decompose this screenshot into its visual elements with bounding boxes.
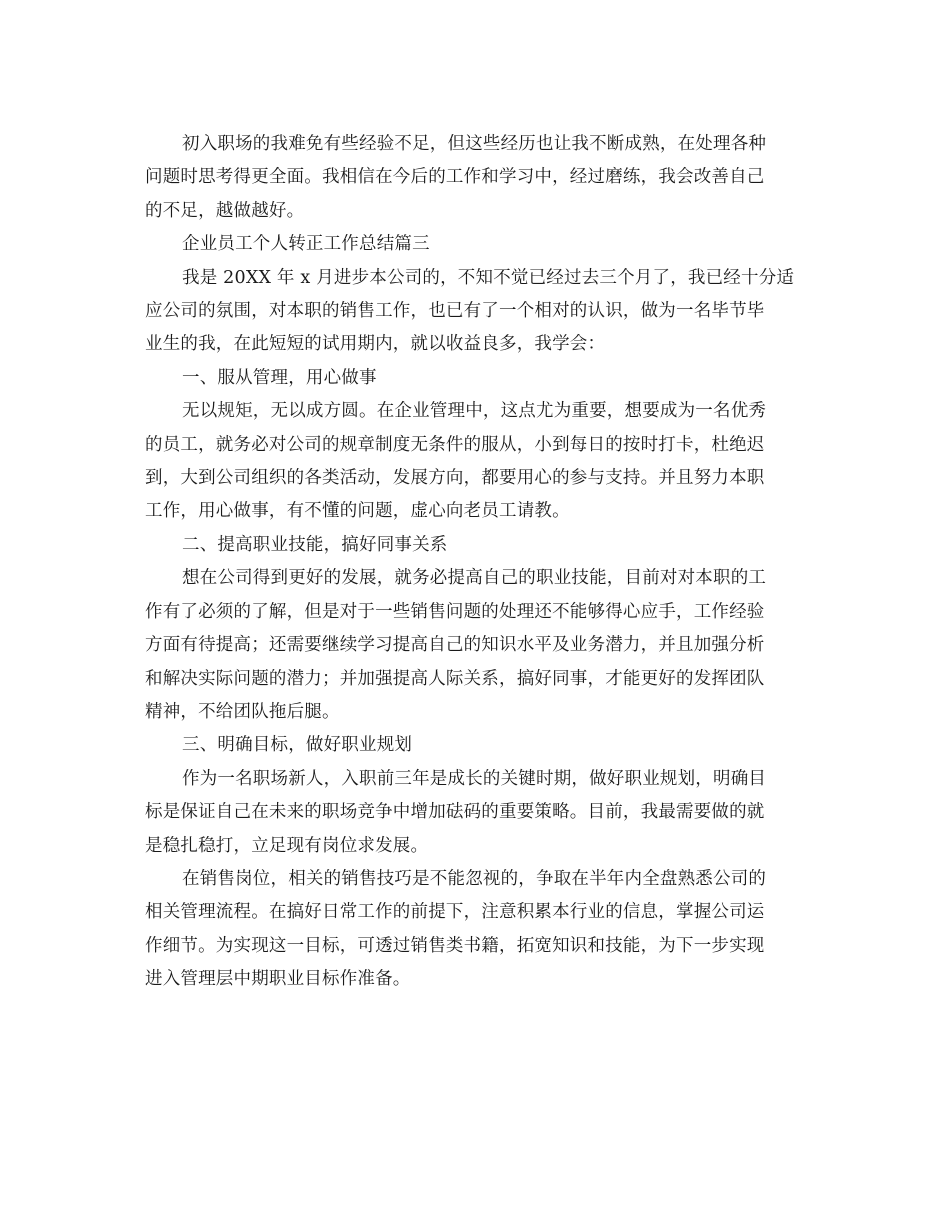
text-line: 和解决实际问题的潜力；并加强提高人际关系，搞好同事，才能更好的发挥团队 [145, 668, 765, 689]
text-line: 工作，用心做事，有不懂的问题，虚心向老员工请教。 [145, 501, 570, 522]
text-line: 是稳扎稳打，立足现有岗位求发展。 [145, 835, 429, 856]
text-line: 到，大到公司组织的各类活动，发展方向，都要用心的参与支持。并且努力本职 [145, 468, 765, 489]
text-line: 业生的我，在此短短的试用期内，就以收益良多，我学会： [145, 334, 606, 355]
text-line: 标是保证自己在未来的职场竞争中增加砝码的重要策略。目前，我最需要做的就 [145, 802, 765, 823]
text-line: 二、提高职业技能，搞好同事关系 [182, 534, 448, 555]
document-page [145, 128, 810, 997]
text-line: 的员工，就务必对公司的规章制度无条件的服从，小到每日的按时打卡，杜绝迟 [145, 434, 765, 455]
text-line: 三、明确目标，做好职业规划 [182, 735, 413, 756]
text-line: 作为一名职场新人，入职前三年是成长的关键时期，做好职业规划，明确目 [182, 768, 767, 789]
text-line: 作细节。为实现这一目标，可透过销售类书籍，拓宽知识和技能，为下一步实现 [145, 935, 765, 956]
text-line: 初入职场的我难免有些经验不足，但这些经历也让我不断成熟，在处理各种 [182, 134, 767, 154]
text-line: 应公司的氛围，对本职的销售工作，也已有了一个相对的认识，做为一名毕节毕 [145, 301, 765, 322]
text-line: 的不足，越做越好。 [145, 200, 305, 221]
paragraph [145, 763, 810, 863]
paragraph [145, 395, 810, 529]
paragraph [145, 262, 810, 362]
text-line: 在销售岗位，相关的销售技巧是不能忽视的，争取在半年内全盘熟悉公司的 [182, 868, 767, 889]
text-line: 进入管理层中期职业目标作准备。 [145, 969, 411, 990]
paragraph [145, 228, 810, 261]
text-line: 我是 20XX 年 x 月进步本公司的，不知不觉已经过去三个月了，我已经十分适 [182, 267, 795, 288]
paragraph [145, 863, 810, 997]
text-line: 作有了必须的了解，但是对于一些销售问题的处理还不能够得心应手，工作经验 [145, 601, 765, 622]
text-line: 精神，不给团队拖后腿。 [145, 701, 340, 722]
text-line: 无以规矩，无以成方圆。在企业管理中，这点尤为重要，想要成为一名优秀 [182, 401, 767, 422]
text-line: 企业员工个人转正工作总结篇三 [182, 234, 430, 255]
paragraph [145, 529, 810, 562]
text-line: 一、服从管理，用心做事 [182, 367, 377, 388]
paragraph [145, 729, 810, 762]
text-line: 方面有待提高；还需要继续学习提高自己的知识水平及业务潜力，并且加强分析 [145, 635, 765, 656]
text-line: 想在公司得到更好的发展，就务必提高自己的职业技能，目前对对本职的工 [182, 568, 767, 589]
paragraph [145, 562, 810, 729]
paragraph [145, 128, 810, 228]
text-line: 问题时思考得更全面。我相信在今后的工作和学习中，经过磨练，我会改善自己 [145, 167, 765, 188]
text-line: 相关管理流程。在搞好日常工作的前提下，注意积累本行业的信息，掌握公司运 [145, 902, 765, 923]
paragraph [145, 362, 810, 395]
